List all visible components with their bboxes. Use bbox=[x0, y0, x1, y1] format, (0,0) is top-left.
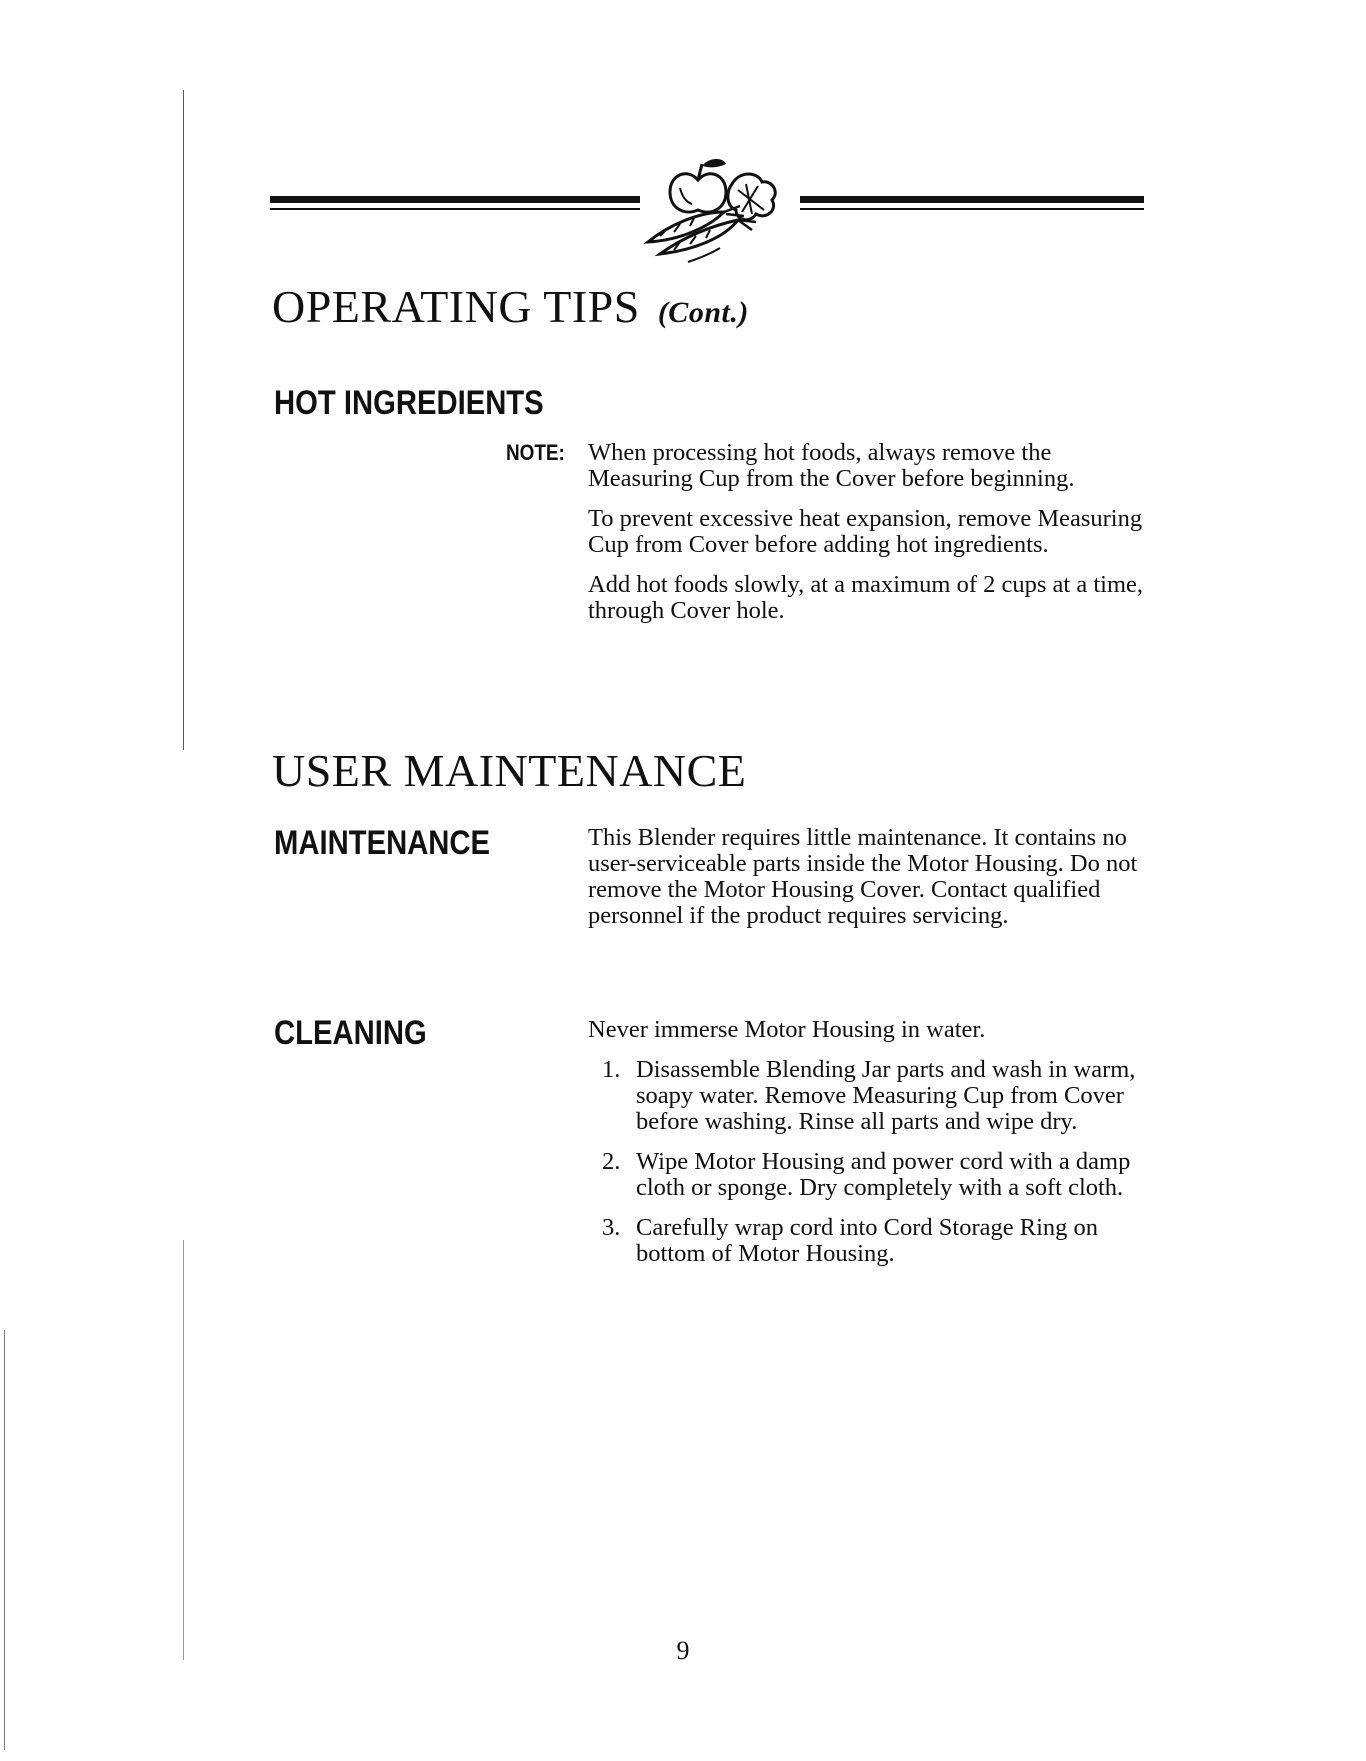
list-item bbox=[588, 1215, 1153, 1267]
list-item bbox=[588, 1057, 1153, 1135]
maintenance-paragraph: This Blender requires little maintenance. It contains no user-serviceable parts inside the Motor Housing. Do not remove the Motor Housing Cover. Contact qualified personnel if the product requires servicing. bbox=[588, 824, 1138, 929]
list-item bbox=[588, 1149, 1153, 1201]
cleaning-intro: Never immerse Motor Housing in water. bbox=[588, 1016, 986, 1043]
vegetable-bouquet-icon bbox=[640, 150, 800, 270]
hot-ingredients-paragraph: When processing hot foods, always remove the Measuring Cup from the Cover before beginning. bbox=[588, 439, 1075, 492]
step-text: Wipe Motor Housing and power cord with a damp cloth or sponge. Dry completely with a soft cloth. bbox=[636, 1148, 1131, 1201]
page-number: 9 bbox=[676, 1636, 690, 1665]
maintenance-body bbox=[588, 825, 1153, 943]
step-number: 3. bbox=[602, 1214, 621, 1241]
section-title-user-maintenance: USER MAINTENANCE bbox=[272, 745, 747, 796]
header-rule-right bbox=[790, 196, 1144, 203]
section-title-text: OPERATING TIPS bbox=[272, 281, 640, 332]
header-rule-right-thin bbox=[790, 208, 1144, 210]
header-rule-left-thin bbox=[270, 208, 670, 210]
note-label: NOTE: bbox=[506, 440, 565, 465]
scan-edge-line bbox=[4, 1330, 5, 1750]
step-number: 2. bbox=[602, 1148, 621, 1175]
hot-ingredients-paragraph: Add hot foods slowly, at a maximum of 2 cups at a time, through Cover hole. bbox=[588, 571, 1144, 624]
scan-margin-line bbox=[183, 90, 184, 750]
hot-ingredients-paragraph: To prevent excessive heat expansion, remove Measuring Cup from Cover before adding hot ingredients. bbox=[588, 505, 1143, 558]
header-rule-left bbox=[270, 196, 670, 203]
hot-ingredients-heading: HOT INGREDIENTS bbox=[274, 384, 544, 422]
cleaning-steps-list bbox=[588, 1057, 1153, 1267]
cleaning-heading: CLEANING bbox=[274, 1014, 427, 1052]
scan-margin-line bbox=[183, 1240, 184, 1660]
section-title-operating-tips bbox=[272, 281, 749, 332]
step-text: Carefully wrap cord into Cord Storage Ring on bottom of Motor Housing. bbox=[636, 1214, 1099, 1267]
step-number: 1. bbox=[602, 1056, 621, 1083]
step-text: Disassemble Blending Jar parts and wash in warm, soapy water. Remove Measuring Cup from Cover before washing. Rinse all parts and wipe dry. bbox=[636, 1056, 1136, 1135]
hot-ingredients-body bbox=[588, 440, 1153, 638]
cleaning-body bbox=[588, 1017, 1153, 1281]
maintenance-heading: MAINTENANCE bbox=[274, 824, 491, 862]
title-suffix: (Cont.) bbox=[657, 296, 749, 329]
